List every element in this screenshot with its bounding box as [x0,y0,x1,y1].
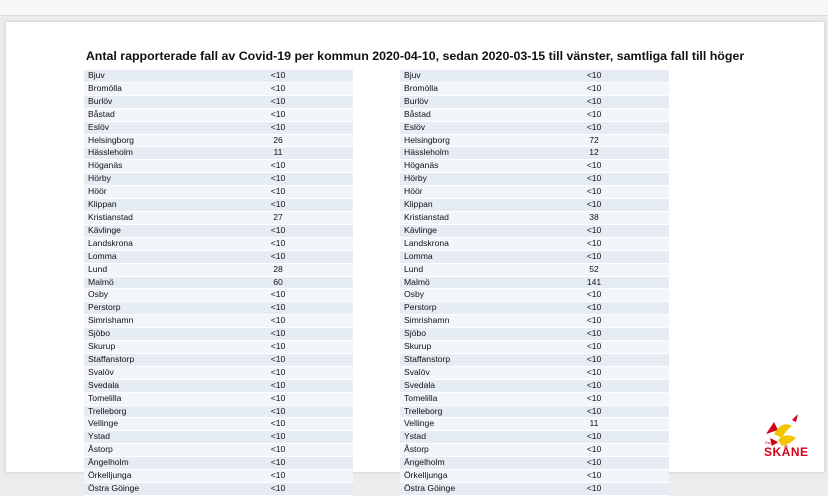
kommun-name: Vellinge [400,418,519,431]
case-count: <10 [519,82,669,95]
table-row [400,353,669,366]
case-count: <10 [203,431,353,444]
case-count: <10 [203,353,353,366]
table-row [84,418,353,431]
case-count: <10 [203,173,353,186]
kommun-name: Burlöv [400,95,519,108]
table-row [84,379,353,392]
table-row [84,82,353,95]
case-count: <10 [519,379,669,392]
kommun-name: Bromölla [400,82,519,95]
case-count: <10 [519,237,669,250]
case-count: <10 [519,431,669,444]
case-count: 38 [519,211,669,224]
case-count: <10 [519,470,669,483]
case-count: <10 [203,237,353,250]
case-count: <10 [519,173,669,186]
table-row [84,70,353,82]
table-row [400,366,669,379]
case-count: <10 [519,160,669,173]
kommun-name: Kristianstad [84,211,203,224]
kommun-name: Kristianstad [400,211,519,224]
table-row [400,379,669,392]
table-row [400,173,669,186]
kommun-name: Hässleholm [84,147,203,160]
kommun-name: Malmö [400,276,519,289]
table-row [84,431,353,444]
table-row [84,276,353,289]
kommun-name: Östra Göinge [84,483,203,496]
case-count: <10 [519,70,669,82]
table-row [400,341,669,354]
table-row [84,173,353,186]
case-count: 72 [519,134,669,147]
case-count: <10 [519,483,669,496]
table-row [84,237,353,250]
table-row [84,328,353,341]
kommun-name: Landskrona [84,237,203,250]
kommun-name: Perstorp [84,302,203,315]
kommun-name: Helsingborg [400,134,519,147]
table-row [84,147,353,160]
case-count: <10 [519,328,669,341]
kommun-name: Svedala [400,379,519,392]
kommun-name: Tomelilla [400,392,519,405]
kommun-name: Skurup [84,341,203,354]
case-count: <10 [203,483,353,496]
table-row [84,366,353,379]
kommun-name: Simrishamn [400,315,519,328]
table-row [84,186,353,199]
table-row [400,237,669,250]
table-row [400,289,669,302]
page-title: Antal rapporterade fall av Covid-19 per kommun 2020-04-10, sedan 2020-03-15 till vänster, samtliga fall till höger [85,49,745,63]
kommun-name: Trelleborg [400,405,519,418]
kommun-name: Trelleborg [84,405,203,418]
kommun-name: Höganäs [84,160,203,173]
case-count: <10 [203,95,353,108]
kommun-name: Bjuv [84,70,203,82]
table-row [84,392,353,405]
case-count: 12 [519,147,669,160]
table-row [400,328,669,341]
table-row [400,82,669,95]
top-toolbar-strip [0,0,828,16]
kommun-name: Sjöbo [400,328,519,341]
kommun-name: Lomma [400,250,519,263]
table-row [400,160,669,173]
case-count: <10 [203,379,353,392]
kommun-name: Tomelilla [84,392,203,405]
table-cases-total [400,70,669,496]
case-count: <10 [519,302,669,315]
kommun-name: Kävlinge [400,224,519,237]
table-row [400,211,669,224]
table-row [400,199,669,212]
table-row [400,250,669,263]
table-row [84,134,353,147]
case-count: <10 [203,70,353,82]
case-count: <10 [203,392,353,405]
table-row [84,199,353,212]
region-skane-griffin-icon [752,412,824,468]
kommun-name: Hörby [400,173,519,186]
kommun-name: Eslöv [84,121,203,134]
kommun-name: Landskrona [400,237,519,250]
kommun-name: Helsingborg [84,134,203,147]
case-count: <10 [203,224,353,237]
kommun-name: Staffanstorp [400,353,519,366]
case-count: <10 [203,444,353,457]
kommun-name: Örkelljunga [84,470,203,483]
case-count: <10 [203,160,353,173]
kommun-name: Hässleholm [400,147,519,160]
case-count: <10 [519,366,669,379]
table-row [400,431,669,444]
kommun-name: Burlöv [84,95,203,108]
table-row [400,483,669,496]
table-row [400,108,669,121]
case-count: <10 [203,341,353,354]
case-count: 27 [203,211,353,224]
logo-region-text: Region [765,440,778,445]
case-count: 11 [203,147,353,160]
case-count: <10 [203,82,353,95]
kommun-name: Örkelljunga [400,470,519,483]
table-row [84,470,353,483]
kommun-name: Osby [84,289,203,302]
kommun-name: Ängelholm [400,457,519,470]
kommun-name: Bjuv [400,70,519,82]
kommun-name: Svalöv [84,366,203,379]
case-count: <10 [519,95,669,108]
kommun-name: Klippan [400,199,519,212]
case-count: <10 [203,108,353,121]
case-count: 11 [519,418,669,431]
case-count: <10 [519,224,669,237]
kommun-name: Skurup [400,341,519,354]
case-count: <10 [203,418,353,431]
case-count: <10 [519,341,669,354]
kommun-name: Osby [400,289,519,302]
table-row [84,263,353,276]
case-count: 28 [203,263,353,276]
table-row [84,315,353,328]
case-count: <10 [519,444,669,457]
kommun-name: Höör [84,186,203,199]
kommun-name: Klippan [84,199,203,212]
kommun-name: Höör [400,186,519,199]
kommun-name: Båstad [84,108,203,121]
case-count: 60 [203,276,353,289]
kommun-name: Eslöv [400,121,519,134]
case-count: <10 [519,392,669,405]
kommun-name: Svedala [84,379,203,392]
case-count: <10 [203,199,353,212]
kommun-name: Ängelholm [84,457,203,470]
case-count: 141 [519,276,669,289]
table-row [84,211,353,224]
table-row [400,224,669,237]
table-row [400,70,669,82]
case-count: <10 [519,315,669,328]
table-row [400,186,669,199]
case-count: <10 [519,199,669,212]
case-count: 26 [203,134,353,147]
table-row [84,302,353,315]
table-row [400,276,669,289]
case-count: <10 [203,457,353,470]
kommun-name: Svalöv [400,366,519,379]
table-row [84,483,353,496]
kommun-name: Åstorp [400,444,519,457]
kommun-name: Åstorp [84,444,203,457]
table-row [84,224,353,237]
kommun-name: Lund [84,263,203,276]
table-row [84,108,353,121]
case-count: <10 [203,302,353,315]
case-count: <10 [203,366,353,379]
table-row [400,392,669,405]
table-row [400,147,669,160]
case-count: <10 [203,250,353,263]
case-count: <10 [519,186,669,199]
case-count: <10 [519,250,669,263]
table-cases-since-0315 [84,70,353,496]
case-count: <10 [519,353,669,366]
kommun-name: Båstad [400,108,519,121]
kommun-name: Östra Göinge [400,483,519,496]
table-row [400,470,669,483]
kommun-name: Simrishamn [84,315,203,328]
table-row [84,250,353,263]
table-row [84,121,353,134]
kommun-name: Höganäs [400,160,519,173]
kommun-name: Perstorp [400,302,519,315]
kommun-name: Staffanstorp [84,353,203,366]
case-count: <10 [519,457,669,470]
table-row [400,263,669,276]
table-row [400,134,669,147]
kommun-name: Lund [400,263,519,276]
case-count: <10 [203,405,353,418]
table-row [84,405,353,418]
case-count: <10 [203,289,353,302]
table-row [84,353,353,366]
case-count: 52 [519,263,669,276]
table-row [400,315,669,328]
kommun-name: Kävlinge [84,224,203,237]
table-row [400,95,669,108]
table-row [400,302,669,315]
case-count: <10 [519,405,669,418]
case-count: <10 [203,328,353,341]
case-count: <10 [203,121,353,134]
kommun-name: Vellinge [84,418,203,431]
kommun-name: Ystad [400,431,519,444]
case-count: <10 [203,186,353,199]
case-count: <10 [519,121,669,134]
case-count: <10 [519,108,669,121]
kommun-name: Hörby [84,173,203,186]
logo-skane-text: SKÅNE [764,445,809,459]
table-row [400,405,669,418]
table-row [84,444,353,457]
case-count: <10 [203,470,353,483]
kommun-name: Malmö [84,276,203,289]
table-row [400,418,669,431]
kommun-name: Bromölla [84,82,203,95]
table-row [84,160,353,173]
kommun-name: Ystad [84,431,203,444]
table-row [400,444,669,457]
table-row [84,95,353,108]
case-count: <10 [519,289,669,302]
table-row [400,121,669,134]
kommun-name: Lomma [84,250,203,263]
table-row [84,289,353,302]
slide-page [6,22,824,493]
table-row [84,341,353,354]
case-count: <10 [203,315,353,328]
kommun-name: Sjöbo [84,328,203,341]
